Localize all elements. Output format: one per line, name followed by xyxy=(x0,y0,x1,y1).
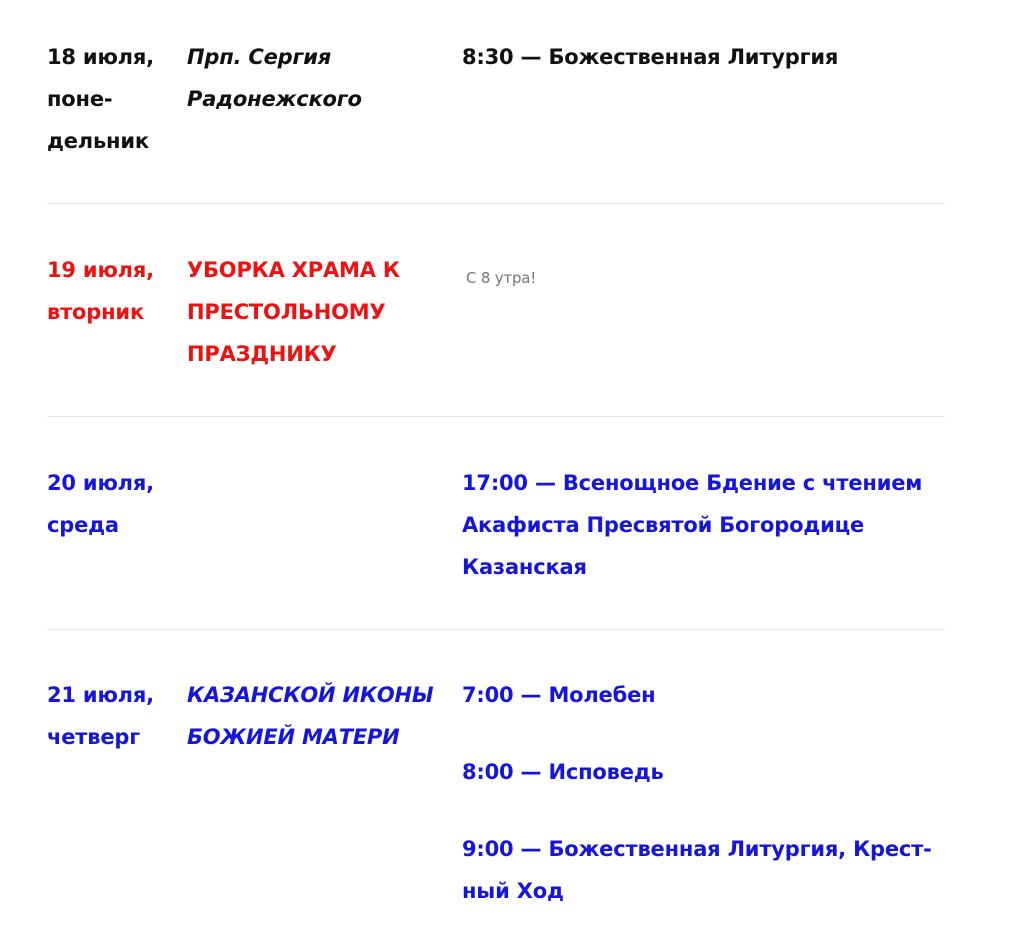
feast-name xyxy=(187,249,437,375)
row-divider xyxy=(47,203,945,204)
service-item: 8:30 — Божественная Литургия xyxy=(462,45,839,69)
row-divider xyxy=(47,629,945,630)
day-date xyxy=(47,36,172,162)
feast-line: УБОРКА ХРАМА К xyxy=(187,258,400,282)
feast-line: БОЖИЕЙ МАТЕРИ xyxy=(187,725,400,749)
date-line: 21 июля, xyxy=(47,683,154,707)
date-line: поне- xyxy=(47,87,113,111)
feast-line: Прп. Сергия xyxy=(187,45,332,69)
date-line: 18 июля, xyxy=(47,45,154,69)
date-line: среда xyxy=(47,513,119,537)
date-line: 19 июля, xyxy=(47,258,154,282)
services-list xyxy=(462,674,942,912)
feast-name xyxy=(187,674,437,758)
feast-line: ПРАЗДНИКУ xyxy=(187,342,337,366)
service-item: 7:00 — Молебен xyxy=(462,683,656,707)
feast-line: Радонежского xyxy=(187,87,362,111)
day-date xyxy=(47,674,172,758)
services-list xyxy=(462,462,932,588)
services-list xyxy=(462,36,942,78)
date-line: дельник xyxy=(47,129,149,153)
service-note: С 8 утра! xyxy=(466,269,537,287)
row-divider xyxy=(47,416,945,417)
service-item: 9:00 — Божественная Литургия, Крест-ный Ход xyxy=(462,837,932,903)
day-date xyxy=(47,249,172,333)
date-line: 20 июля, xyxy=(47,471,154,495)
services-list xyxy=(462,255,942,297)
feast-line: КАЗАНСКОЙ ИКОНЫ xyxy=(187,683,434,707)
date-line: вторник xyxy=(47,300,144,324)
feast-line: ПРЕСТОЛЬНОМУ xyxy=(187,300,386,324)
service-item: 17:00 — Всенощное Бдение с чтением Акафиста Пресвятой Богородице Казанская xyxy=(462,471,923,579)
date-line: четверг xyxy=(47,725,140,749)
service-item: 8:00 — Исповедь xyxy=(462,760,664,784)
feast-name xyxy=(187,36,437,120)
day-date xyxy=(47,462,172,546)
